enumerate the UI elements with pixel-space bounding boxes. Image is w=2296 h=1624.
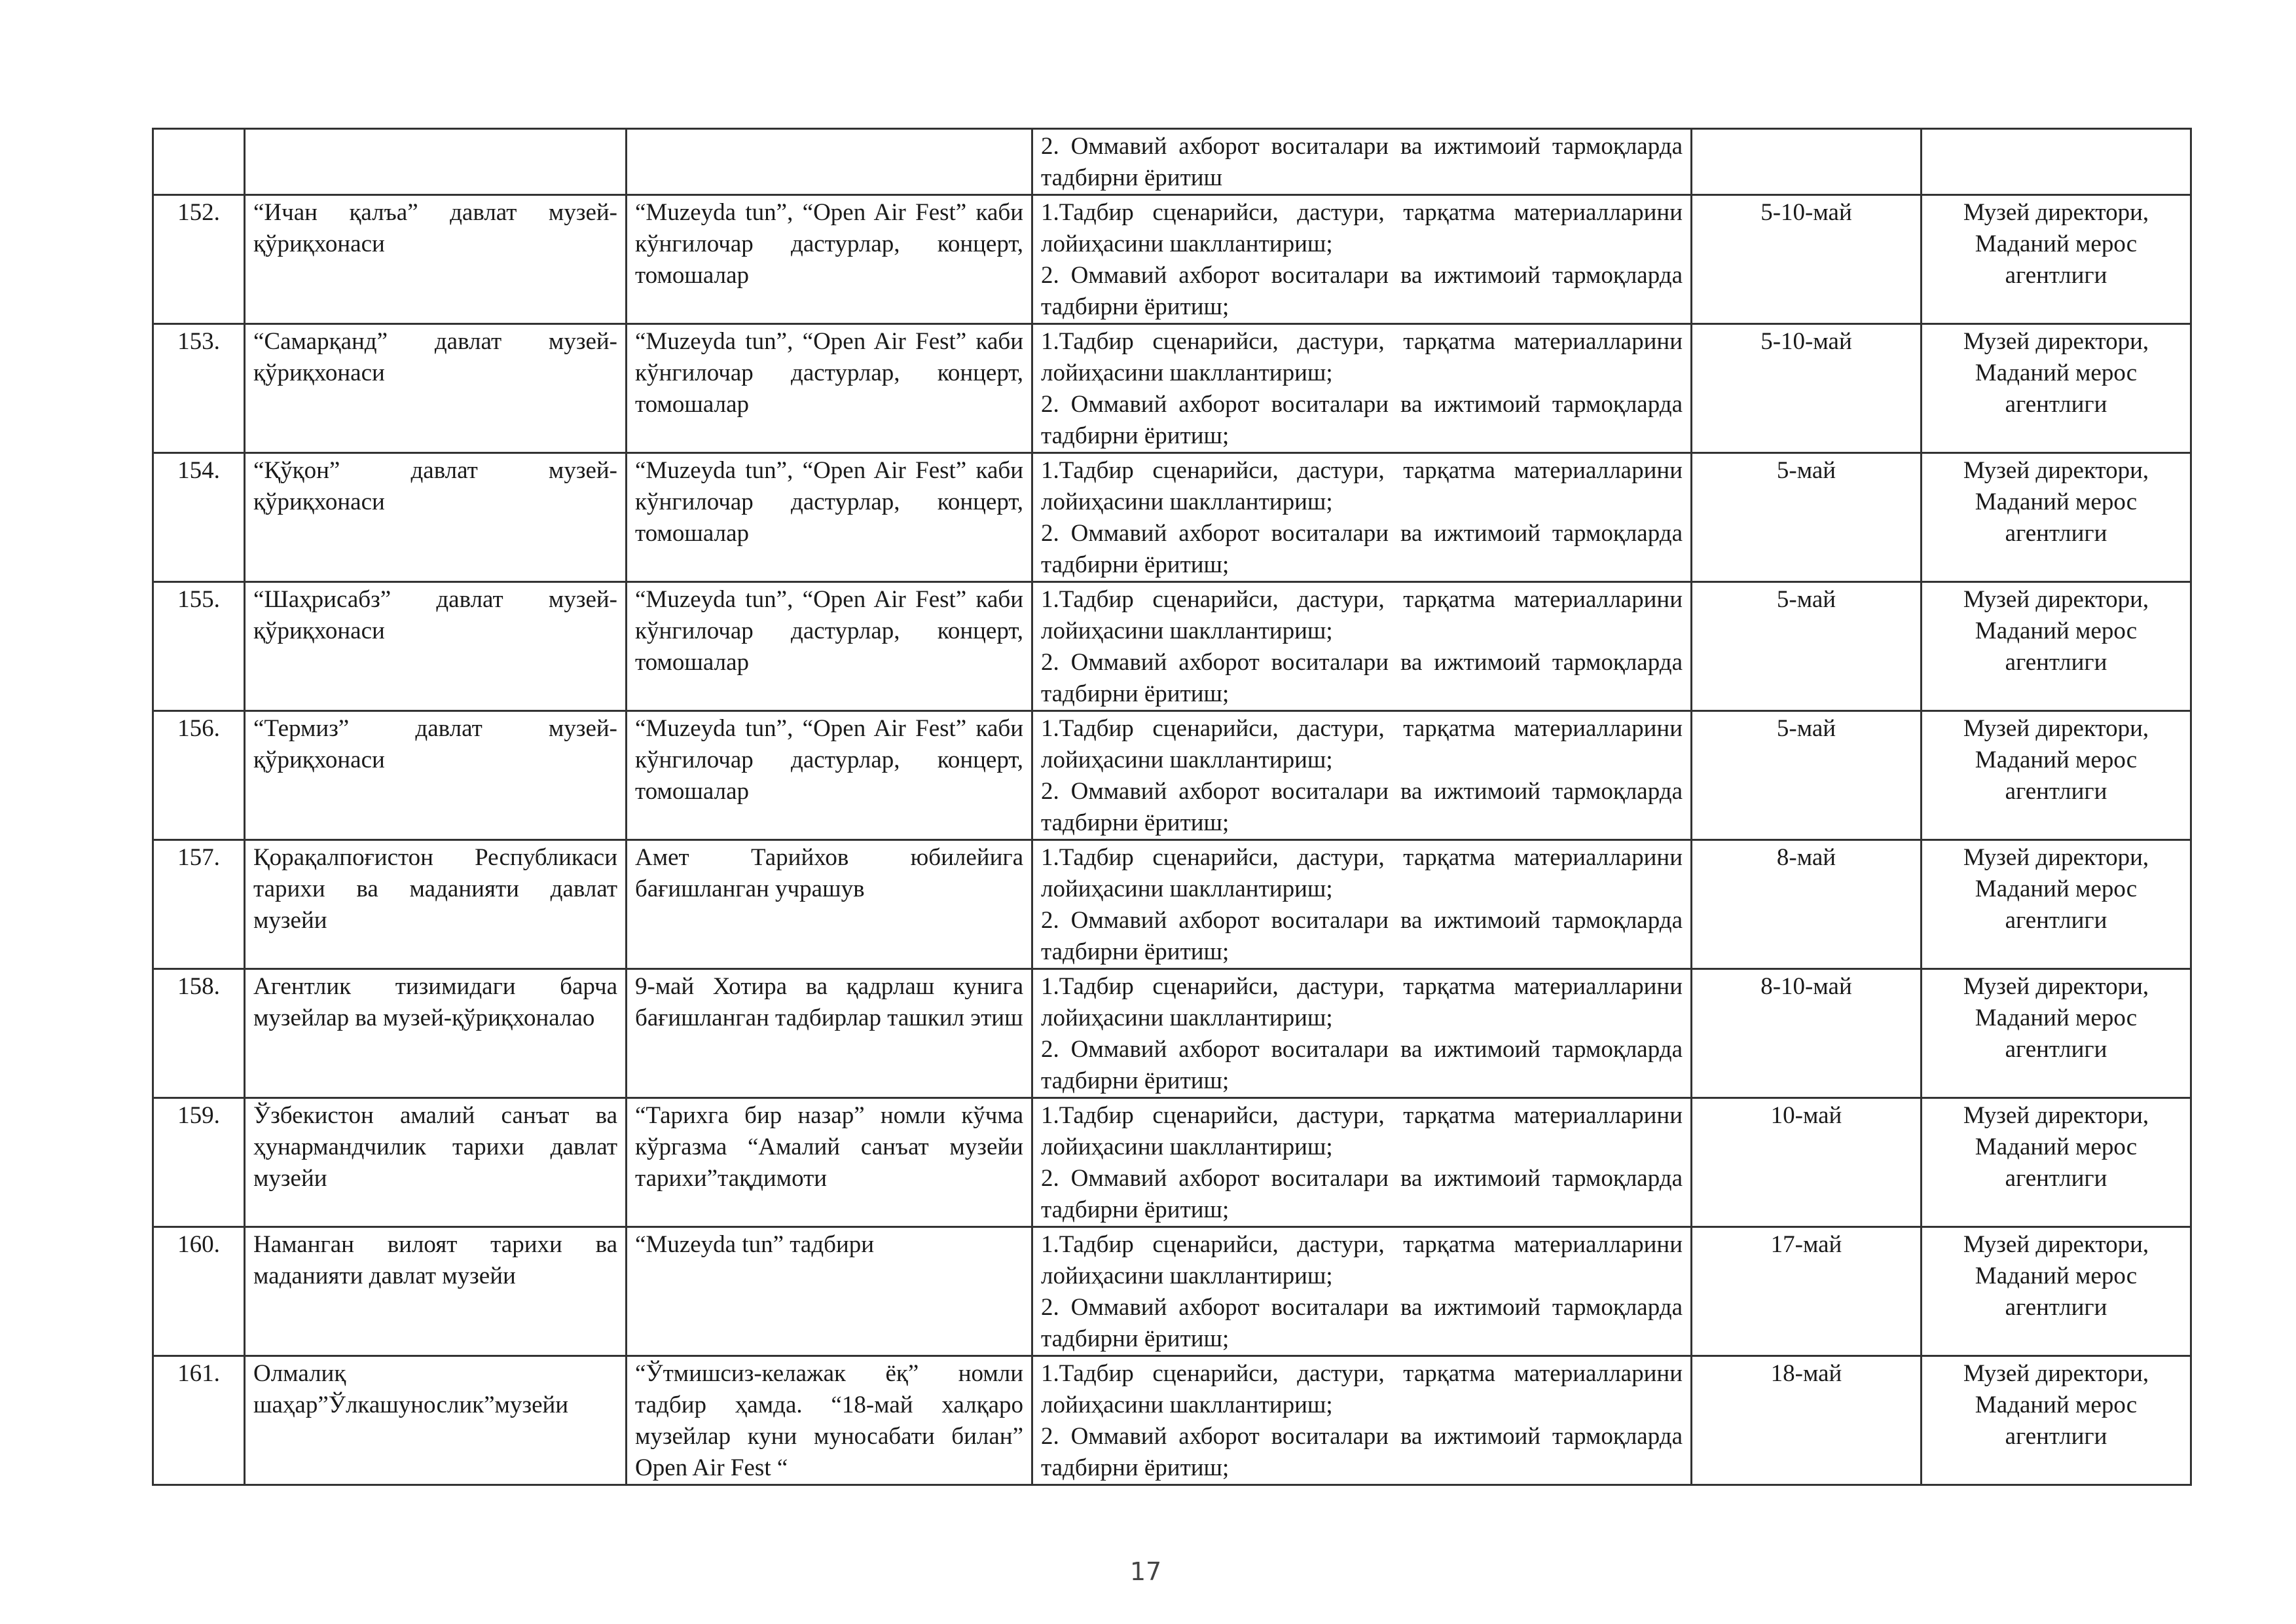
row-number: 154. xyxy=(153,453,245,582)
task-line: 1.Тадбир сценарийси, дастури, тарқатма материалларини лойиҳасини шакллантириш; xyxy=(1041,457,1683,515)
task-line: 2. Оммавий ахборот воситалари ва ижтимоий тармоқларда тадбирни ёритиш; xyxy=(1041,1294,1683,1352)
task-line: 2. Оммавий ахборот воситалари ва ижтимоий тармоқларда тадбирни ёритиш; xyxy=(1041,778,1683,836)
task-line: 2. Оммавий ахборот воситалари ва ижтимоий тармоқларда тадбирни ёритиш xyxy=(1041,133,1683,191)
responsible-cell: Музей директори, Маданий мерос агентлиги xyxy=(1922,1227,2191,1356)
tasks-cell xyxy=(1032,969,1692,1098)
organization-cell: “Термиз” давлат музей-қўриқхонаси xyxy=(245,711,627,840)
task-line: 2. Оммавий ахборот воситалари ва ижтимоий тармоқларда тадбирни ёритиш; xyxy=(1041,262,1683,320)
page-number: 17 xyxy=(1129,1557,1162,1586)
date-cell: 10-май xyxy=(1692,1098,1922,1227)
responsible-cell: Музей директори, Маданий мерос агентлиги xyxy=(1922,195,2191,324)
tasks-cell xyxy=(1032,582,1692,711)
event-cell: “Ўтмишсиз-келажак ёқ” номли тадбир ҳамда. “18-май халқаро музейлар куни муносабати билан” Open Air Fest “ xyxy=(627,1356,1032,1485)
event-cell: “Muzeyda tun”, “Open Air Fest” каби кўнгилочар дастурлар, концерт, томошалар xyxy=(627,453,1032,582)
organization-cell: Ўзбекистон амалий санъат ва ҳунармандчилик тарихи давлат музейи xyxy=(245,1098,627,1227)
organization-cell xyxy=(245,129,627,195)
organization-cell: Агентлик тизимидаги барча музейлар ва музей-қўриқхоналао xyxy=(245,969,627,1098)
row-number: 152. xyxy=(153,195,245,324)
task-line: 2. Оммавий ахборот воситалари ва ижтимоий тармоқларда тадбирни ёритиш; xyxy=(1041,907,1683,965)
date-cell: 5-май xyxy=(1692,453,1922,582)
row-number: 155. xyxy=(153,582,245,711)
row-number: 160. xyxy=(153,1227,245,1356)
event-cell: “Muzeyda tun”, “Open Air Fest” каби кўнгилочар дастурлар, концерт, томошалар xyxy=(627,582,1032,711)
row-number: 159. xyxy=(153,1098,245,1227)
task-line: 1.Тадбир сценарийси, дастури, тарқатма материалларини лойиҳасини шакллантириш; xyxy=(1041,1360,1683,1418)
responsible-cell: Музей директори, Маданий мерос агентлиги xyxy=(1922,324,2191,453)
event-cell: 9-май Хотира ва қадрлаш кунига бағишланган тадбирлар ташкил этиш xyxy=(627,969,1032,1098)
tasks-cell xyxy=(1032,1356,1692,1485)
row-number: 161. xyxy=(153,1356,245,1485)
date-cell: 5-10-май xyxy=(1692,324,1922,453)
table-row xyxy=(153,1098,2191,1227)
tasks-cell xyxy=(1032,840,1692,969)
responsible-cell: Музей директори, Маданий мерос агентлиги xyxy=(1922,582,2191,711)
responsible-cell: Музей директори, Маданий мерос агентлиги xyxy=(1922,840,2191,969)
tasks-cell xyxy=(1032,453,1692,582)
event-cell xyxy=(627,129,1032,195)
tasks-cell xyxy=(1032,1227,1692,1356)
tasks-cell xyxy=(1032,324,1692,453)
date-cell: 8-10-май xyxy=(1692,969,1922,1098)
row-number: 156. xyxy=(153,711,245,840)
task-line: 1.Тадбир сценарийси, дастури, тарқатма материалларини лойиҳасини шакллантириш; xyxy=(1041,328,1683,386)
date-cell: 5-май xyxy=(1692,711,1922,840)
date-cell: 18-май xyxy=(1692,1356,1922,1485)
event-cell: “Тарихга бир назар” номли кўчма кўргазма “Амалий санъат музейи тарихи”тақдимоти xyxy=(627,1098,1032,1227)
table-row xyxy=(153,840,2191,969)
organization-cell: Қорақалпоғистон Республикаси тарихи ва маданияти давлат музейи xyxy=(245,840,627,969)
responsible-cell: Музей директори, Маданий мерос агентлиги xyxy=(1922,1356,2191,1485)
task-line: 2. Оммавий ахборот воситалари ва ижтимоий тармоқларда тадбирни ёритиш; xyxy=(1041,649,1683,707)
task-line: 2. Оммавий ахборот воситалари ва ижтимоий тармоқларда тадбирни ёритиш; xyxy=(1041,1423,1683,1481)
task-line: 2. Оммавий ахборот воситалари ва ижтимоий тармоқларда тадбирни ёритиш; xyxy=(1041,1165,1683,1223)
responsible-cell: Музей директори, Маданий мерос агентлиги xyxy=(1922,1098,2191,1227)
organization-cell: Олмалиқ шаҳар”Ўлкашунослик”музейи xyxy=(245,1356,627,1485)
event-cell: “Muzeyda tun”, “Open Air Fest” каби кўнгилочар дастурлар, концерт, томошалар xyxy=(627,711,1032,840)
table-row xyxy=(153,1227,2191,1356)
date-cell: 5-10-май xyxy=(1692,195,1922,324)
organization-cell: Наманган вилоят тарихи ва маданияти давлат музейи xyxy=(245,1227,627,1356)
task-line: 2. Оммавий ахборот воситалари ва ижтимоий тармоқларда тадбирни ёритиш; xyxy=(1041,1036,1683,1094)
organization-cell: “Ичан қалъа” давлат музей-қўриқхонаси xyxy=(245,195,627,324)
task-line: 1.Тадбир сценарийси, дастури, тарқатма материалларини лойиҳасини шакллантириш; xyxy=(1041,586,1683,644)
tasks-cell xyxy=(1032,129,1692,195)
table-row xyxy=(153,1356,2191,1485)
task-line: 1.Тадбир сценарийси, дастури, тарқатма материалларини лойиҳасини шакллантириш; xyxy=(1041,715,1683,773)
table-row xyxy=(153,195,2191,324)
organization-cell: “Шаҳрисабз” давлат музей-қўриқхонаси xyxy=(245,582,627,711)
task-line: 1.Тадбир сценарийси, дастури, тарқатма материалларини лойиҳасини шакллантириш; xyxy=(1041,844,1683,902)
responsible-cell: Музей директори, Маданий мерос агентлиги xyxy=(1922,711,2191,840)
row-number: 157. xyxy=(153,840,245,969)
task-line: 1.Тадбир сценарийси, дастури, тарқатма материалларини лойиҳасини шакллантириш; xyxy=(1041,199,1683,257)
continued-row xyxy=(153,129,2191,195)
organization-cell: “Қўқон” давлат музей-қўриқхонаси xyxy=(245,453,627,582)
task-line: 1.Тадбир сценарийси, дастури, тарқатма материалларини лойиҳасини шакллантириш; xyxy=(1041,973,1683,1031)
event-cell: “Muzeyda tun”, “Open Air Fest” каби кўнгилочар дастурлар, концерт, томошалар xyxy=(627,324,1032,453)
date-cell: 17-май xyxy=(1692,1227,1922,1356)
date-cell: 5-май xyxy=(1692,582,1922,711)
tasks-cell xyxy=(1032,195,1692,324)
table-row xyxy=(153,453,2191,582)
table-row xyxy=(153,711,2191,840)
date-cell: 8-май xyxy=(1692,840,1922,969)
row-number xyxy=(153,129,245,195)
row-number: 153. xyxy=(153,324,245,453)
organization-cell: “Самарқанд” давлат музей-қўриқхонаси xyxy=(245,324,627,453)
row-number: 158. xyxy=(153,969,245,1098)
responsible-cell: Музей директори, Маданий мерос агентлиги xyxy=(1922,969,2191,1098)
event-cell: Амет Тарийхов юбилейига бағишланган учрашув xyxy=(627,840,1032,969)
task-line: 1.Тадбир сценарийси, дастури, тарқатма материалларини лойиҳасини шакллантириш; xyxy=(1041,1102,1683,1160)
table-row xyxy=(153,324,2191,453)
table-row xyxy=(153,969,2191,1098)
task-line: 1.Тадбир сценарийси, дастури, тарқатма материалларини лойиҳасини шакллантириш; xyxy=(1041,1231,1683,1289)
event-cell: “Muzeyda tun”, “Open Air Fest” каби кўнгилочар дастурлар, концерт, томошалар xyxy=(627,195,1032,324)
responsible-cell xyxy=(1922,129,2191,195)
responsible-cell: Музей директори, Маданий мерос агентлиги xyxy=(1922,453,2191,582)
task-line: 2. Оммавий ахборот воситалари ва ижтимоий тармоқларда тадбирни ёритиш; xyxy=(1041,520,1683,578)
task-line: 2. Оммавий ахборот воситалари ва ижтимоий тармоқларда тадбирни ёритиш; xyxy=(1041,391,1683,449)
tasks-cell xyxy=(1032,711,1692,840)
tasks-cell xyxy=(1032,1098,1692,1227)
event-cell: “Muzeyda tun” тадбири xyxy=(627,1227,1032,1356)
table-row xyxy=(153,582,2191,711)
events-plan-table xyxy=(152,128,2192,1486)
date-cell xyxy=(1692,129,1922,195)
